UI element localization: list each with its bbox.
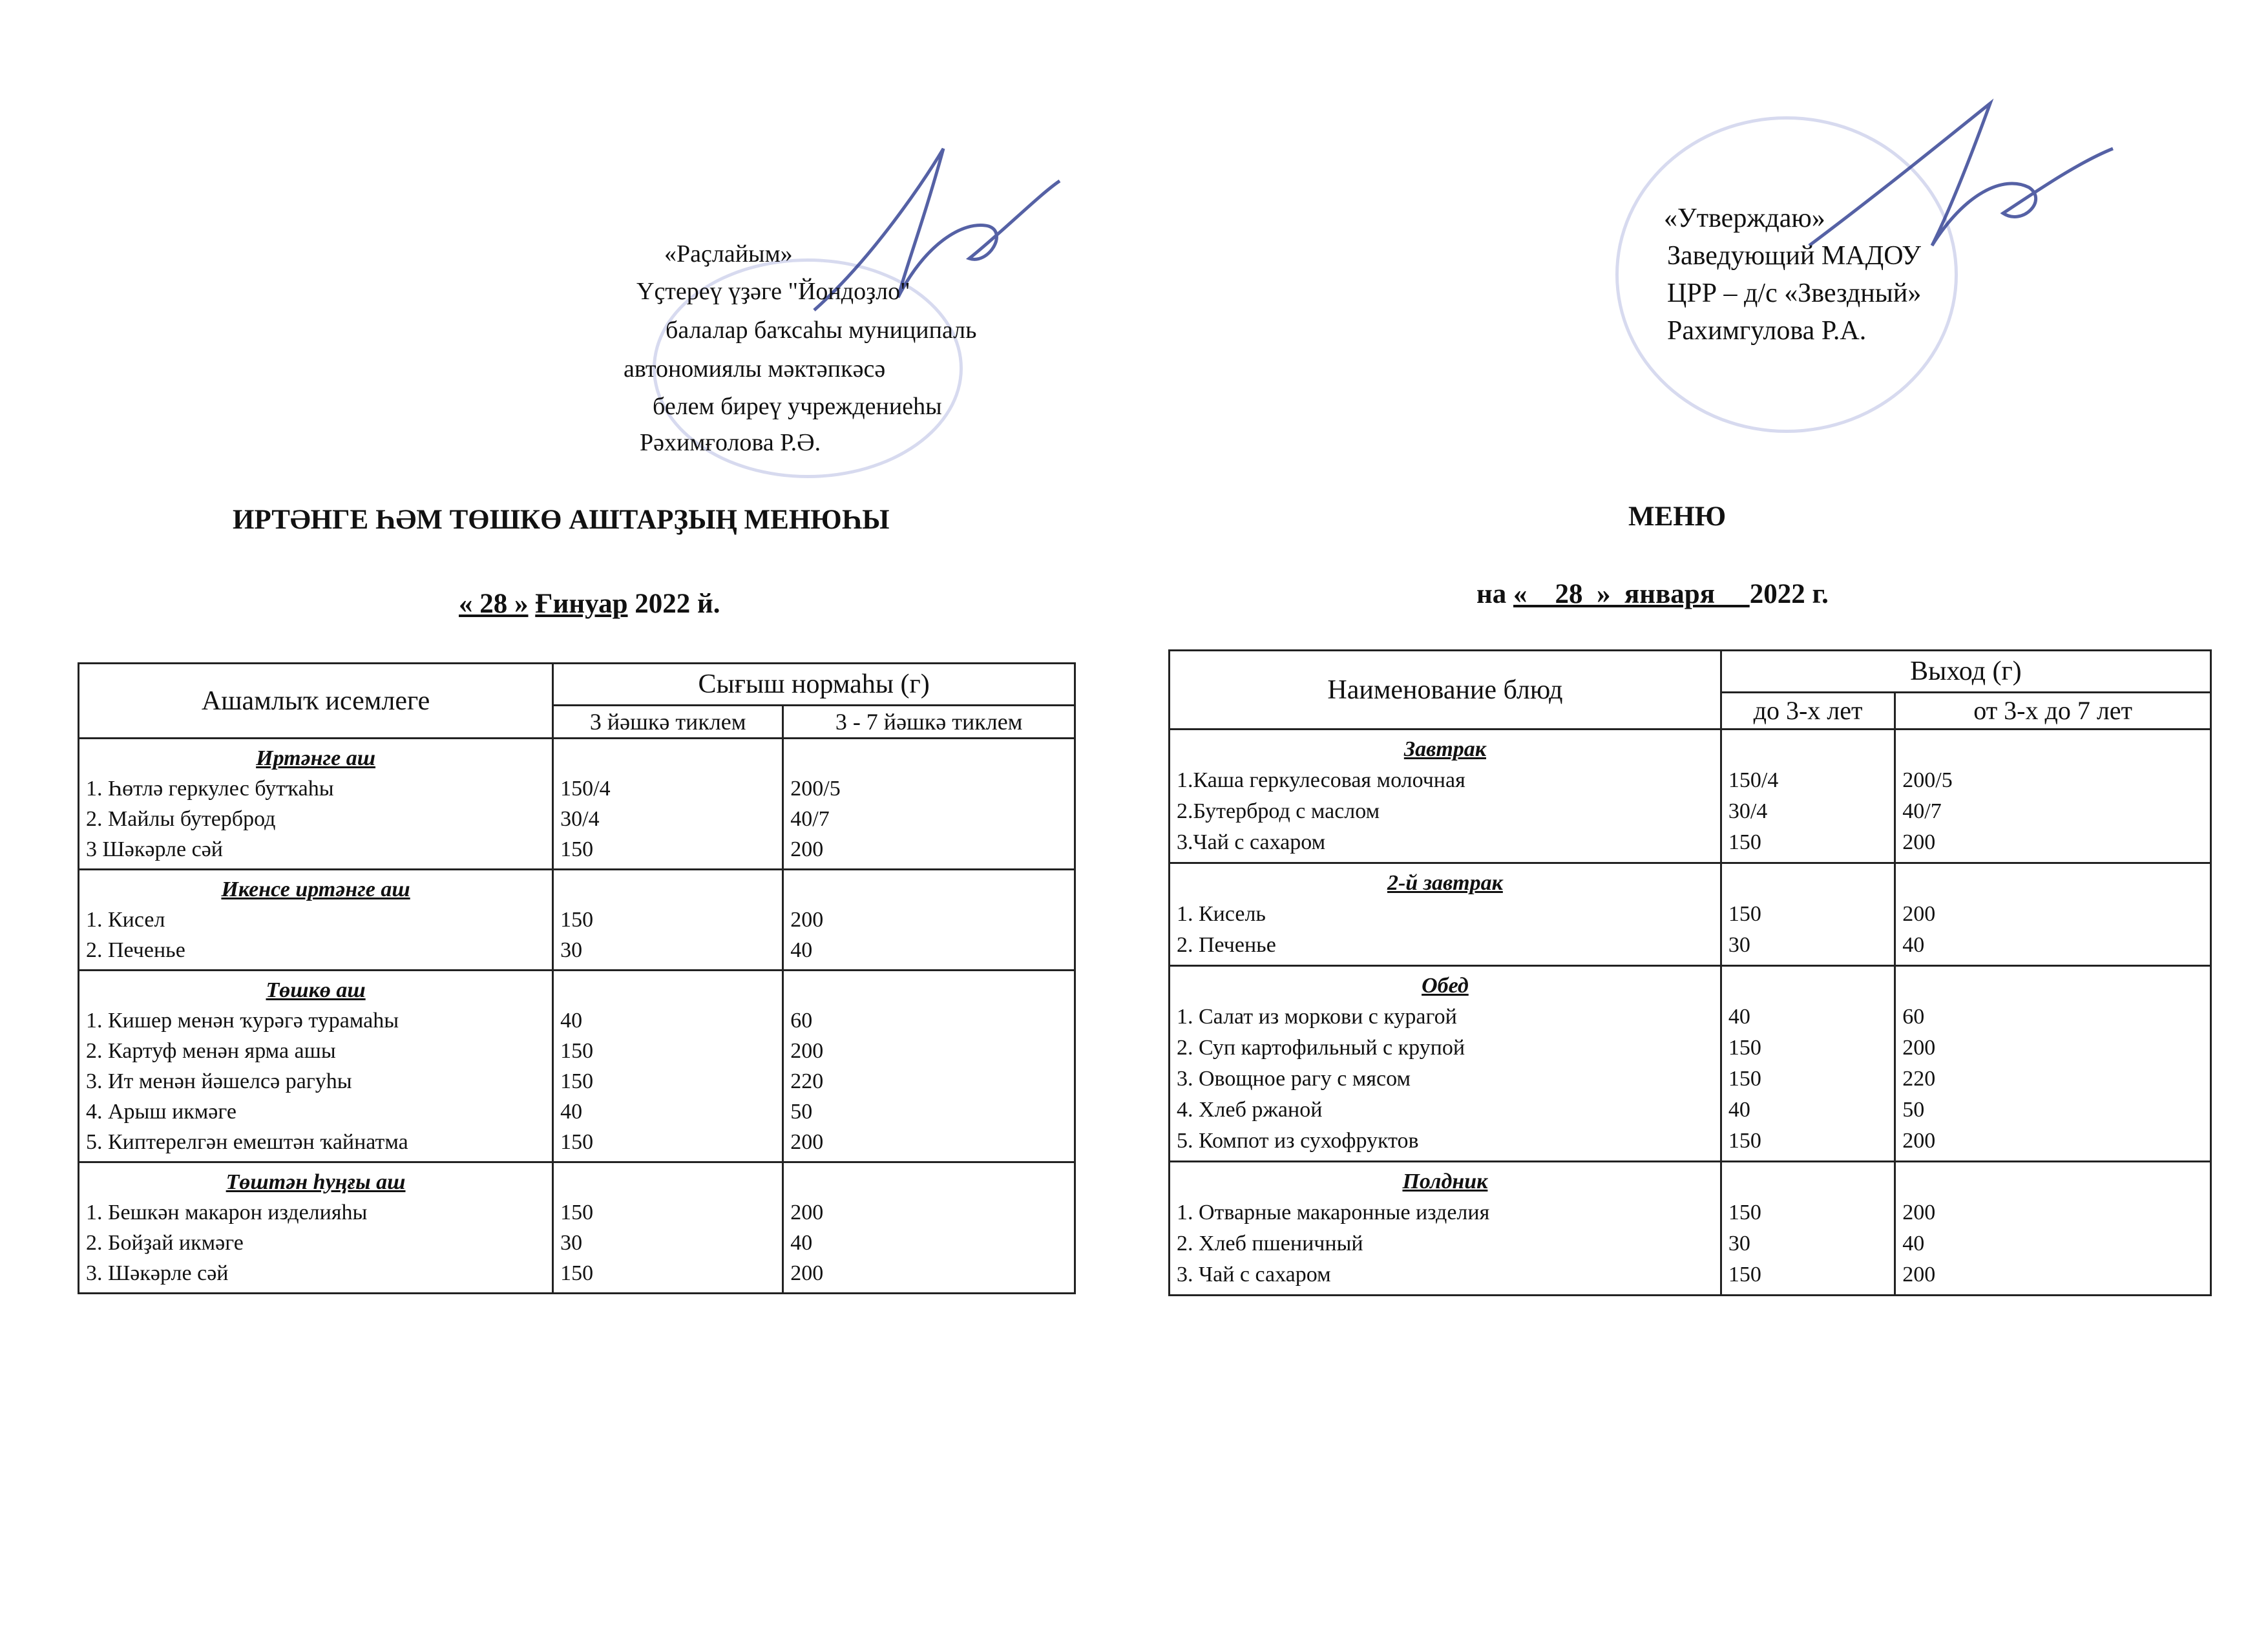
portion-value: 200 bbox=[1902, 1129, 1936, 1153]
portion-cell bbox=[553, 1162, 783, 1294]
dish-name: 1. Кишер менән ҡурәгә турамаһы bbox=[86, 1009, 399, 1033]
portion-value: 150/4 bbox=[560, 777, 611, 801]
portion-value: 150 bbox=[1728, 902, 1761, 926]
portion-value: 150 bbox=[560, 837, 594, 861]
dish-name: 3. Овощное рагу с мясом bbox=[1177, 1067, 1411, 1091]
portion-value: 30 bbox=[560, 938, 583, 962]
dish-name: 4. Хлеб ржаной bbox=[1177, 1098, 1323, 1122]
portion-value: 150 bbox=[560, 1201, 594, 1224]
dish-name: 1.Каша геркулесовая молочная bbox=[1177, 768, 1465, 792]
meal-title: Полдник bbox=[1402, 1170, 1488, 1193]
meal-title: Иртәнге аш bbox=[256, 746, 376, 770]
left-approval-line: балалар баҡсаһы муниципаль bbox=[666, 317, 977, 344]
meal-cell bbox=[1170, 863, 1721, 966]
portion-value: 150 bbox=[560, 1069, 594, 1093]
left-menu-date bbox=[459, 588, 720, 620]
table-row bbox=[79, 971, 1075, 1162]
table-row bbox=[1170, 1162, 2211, 1296]
meal-title: Завтрак bbox=[1403, 737, 1486, 761]
dish-name: 2. Печенье bbox=[1177, 933, 1276, 957]
portion-value: 200 bbox=[1902, 1201, 1936, 1224]
meal-cell bbox=[79, 739, 553, 870]
table-row bbox=[1170, 966, 2211, 1162]
dish-name: 3. Шәкәрле сәй bbox=[86, 1261, 229, 1285]
right-col-age1-header: до 3-х лет bbox=[1721, 693, 1895, 730]
right-date-day-month: « 28 » января bbox=[1513, 579, 1750, 609]
portion-value: 40 bbox=[790, 1231, 813, 1255]
dish-name: 2. Суп картофильный с крупой bbox=[1177, 1036, 1465, 1060]
left-menu-table bbox=[78, 662, 1076, 1294]
right-col-name-header: Наименование блюд bbox=[1170, 651, 1721, 730]
right-date-prefix: на bbox=[1476, 579, 1507, 609]
meal-cell bbox=[1170, 966, 1721, 1162]
right-menu-table bbox=[1168, 649, 2212, 1296]
portion-value: 50 bbox=[1902, 1098, 1925, 1122]
portion-value: 200 bbox=[790, 1039, 824, 1063]
portion-value: 30/4 bbox=[560, 807, 600, 831]
left-date-day: « 28 » bbox=[459, 589, 529, 619]
right-col-output-header: Выход (г) bbox=[1721, 651, 2210, 693]
portion-cell bbox=[1721, 730, 1895, 863]
left-approval-line: белем биреү учреждениеһы bbox=[653, 393, 942, 420]
dish-name: 2. Хлеб пшеничный bbox=[1177, 1232, 1363, 1255]
portion-value: 200 bbox=[790, 908, 824, 932]
table-row bbox=[79, 1162, 1075, 1294]
portion-value: 200 bbox=[1902, 1036, 1936, 1060]
dish-name: 2. Бойҙай икмәге bbox=[86, 1231, 244, 1255]
dish-name: 5. Компот из сухофруктов bbox=[1177, 1129, 1419, 1153]
portion-value: 30 bbox=[1728, 1232, 1750, 1255]
portion-cell bbox=[553, 971, 783, 1162]
portion-cell bbox=[1895, 863, 2211, 966]
portion-value: 30 bbox=[1728, 933, 1750, 957]
table-row bbox=[79, 739, 1075, 870]
right-approval-line: Рахимгулова Р.А. bbox=[1667, 316, 1867, 346]
portion-value: 150 bbox=[1728, 1067, 1761, 1091]
portion-value: 30 bbox=[560, 1231, 583, 1255]
portion-cell bbox=[783, 870, 1075, 971]
dish-name: 1. Отварные макаронные изделия bbox=[1177, 1201, 1490, 1224]
portion-value: 200/5 bbox=[790, 777, 841, 801]
portion-value: 40 bbox=[1728, 1098, 1750, 1122]
portion-value: 40/7 bbox=[1902, 799, 1942, 823]
portion-cell bbox=[783, 739, 1075, 870]
portion-cell bbox=[1721, 966, 1895, 1162]
portion-cell bbox=[1721, 1162, 1895, 1296]
right-approval-line: Заведующий МАДОУ bbox=[1667, 241, 1921, 271]
right-approval-line: «Утверждаю» bbox=[1664, 204, 1825, 233]
meal-title: Обед bbox=[1422, 974, 1469, 998]
left-approval-line: автономиялы мәктәпкәсә bbox=[624, 355, 886, 383]
portion-cell bbox=[553, 739, 783, 870]
portion-value: 150 bbox=[1728, 1263, 1761, 1287]
right-col-age2-header: от 3-х до 7 лет bbox=[1895, 693, 2211, 730]
meal-cell bbox=[1170, 730, 1721, 863]
portion-value: 40 bbox=[1902, 1232, 1925, 1255]
meal-cell bbox=[79, 971, 553, 1162]
portion-value: 40 bbox=[790, 938, 813, 962]
meal-title: Төштән һуңғы аш bbox=[226, 1170, 406, 1194]
portion-value: 150 bbox=[1728, 830, 1761, 854]
portion-value: 200 bbox=[1902, 1263, 1936, 1287]
right-date-year: 2022 г. bbox=[1749, 579, 1829, 609]
portion-value: 200 bbox=[1902, 830, 1936, 854]
meal-title: Төшкө аш bbox=[266, 978, 366, 1002]
dish-name: 3.Чай с сахаром bbox=[1177, 830, 1326, 854]
left-col-name-header: Ашамлыҡ исемлеге bbox=[79, 664, 553, 739]
portion-value: 150/4 bbox=[1728, 768, 1779, 792]
portion-value: 150 bbox=[1728, 1036, 1761, 1060]
portion-value: 40/7 bbox=[790, 807, 830, 831]
portion-value: 200 bbox=[790, 837, 824, 861]
left-menu-title: ИРТӘНГЕ ҺӘМ ТӨШКӨ АШТАРҘЫҢ МЕНЮҺЫ bbox=[233, 505, 890, 535]
portion-value: 200/5 bbox=[1902, 768, 1953, 792]
portion-cell bbox=[1721, 863, 1895, 966]
dish-name: 1. Салат из моркови с курагой bbox=[1177, 1005, 1457, 1029]
portion-value: 150 bbox=[560, 1261, 594, 1285]
right-menu-date bbox=[1476, 578, 1829, 610]
meal-cell bbox=[1170, 1162, 1721, 1296]
portion-cell bbox=[1895, 1162, 2211, 1296]
left-approval-line: «Раҫлайым» bbox=[664, 240, 793, 268]
dish-name: 5. Киптерелгән емештән ҡайнатма bbox=[86, 1130, 408, 1154]
dish-name: 2.Бутерброд с маслом bbox=[1177, 799, 1380, 823]
dish-name: 1. Кисель bbox=[1177, 902, 1266, 926]
portion-value: 40 bbox=[560, 1100, 583, 1124]
left-approval-line: Рәхимғолова Р.Ә. bbox=[640, 429, 821, 456]
table-row bbox=[79, 870, 1075, 971]
portion-value: 40 bbox=[1728, 1005, 1750, 1029]
portion-value: 50 bbox=[790, 1100, 813, 1124]
right-menu-title: МЕНЮ bbox=[1628, 501, 1727, 532]
portion-value: 200 bbox=[790, 1201, 824, 1224]
portion-value: 150 bbox=[1728, 1201, 1761, 1224]
portion-value: 30/4 bbox=[1728, 799, 1768, 823]
portion-value: 150 bbox=[1728, 1129, 1761, 1153]
meal-title: Икенсе иртәнге аш bbox=[221, 877, 410, 901]
left-col-age2-header: 3 - 7 йәшкә тиклем bbox=[783, 706, 1075, 739]
dish-name: 2. Картуф менән ярма ашы bbox=[86, 1039, 336, 1063]
left-date-month: Ғинуар bbox=[535, 589, 628, 619]
portion-value: 200 bbox=[1902, 902, 1936, 926]
portion-value: 150 bbox=[560, 908, 594, 932]
dish-name: 2. Печенье bbox=[86, 938, 185, 962]
portion-value: 60 bbox=[1902, 1005, 1925, 1029]
meal-title: 2-й завтрак bbox=[1387, 871, 1503, 895]
left-date-year: 2022 й. bbox=[635, 589, 720, 619]
portion-value: 200 bbox=[790, 1130, 824, 1154]
portion-value: 220 bbox=[790, 1069, 824, 1093]
portion-value: 40 bbox=[560, 1009, 583, 1033]
portion-value: 200 bbox=[790, 1261, 824, 1285]
dish-name: 2. Майлы бутерброд bbox=[86, 807, 276, 831]
right-approval-line: ЦРР – д/с «Звездный» bbox=[1667, 278, 1922, 308]
left-col-age1-header: 3 йәшкә тиклем bbox=[553, 706, 783, 739]
signature-left bbox=[795, 142, 1066, 336]
dish-name: 4. Арыш икмәге bbox=[86, 1100, 236, 1124]
portion-cell bbox=[1895, 730, 2211, 863]
table-row bbox=[1170, 863, 2211, 966]
meal-cell bbox=[79, 870, 553, 971]
portion-value: 60 bbox=[790, 1009, 813, 1033]
portion-value: 40 bbox=[1902, 933, 1925, 957]
portion-value: 150 bbox=[560, 1039, 594, 1063]
dish-name: 3. Чай с сахаром bbox=[1177, 1263, 1331, 1287]
portion-cell bbox=[553, 870, 783, 971]
portion-value: 150 bbox=[560, 1130, 594, 1154]
portion-value: 220 bbox=[1902, 1067, 1936, 1091]
dish-name: 3 Шәкәрле сәй bbox=[86, 837, 223, 861]
portion-cell bbox=[783, 1162, 1075, 1294]
meal-cell bbox=[79, 1162, 553, 1294]
dish-name: 1. Бешкән макарон изделияһы bbox=[86, 1201, 368, 1224]
dish-name: 1. Һөтлә геркулес бутҡаһы bbox=[86, 777, 334, 801]
left-col-output-header: Сығыш нормаһы (г) bbox=[553, 664, 1075, 706]
table-row bbox=[1170, 730, 2211, 863]
dish-name: 1. Кисел bbox=[86, 908, 165, 932]
portion-cell bbox=[783, 971, 1075, 1162]
left-approval-line: Үҫтереү үҙәге "Йондоҙло" bbox=[636, 278, 910, 305]
dish-name: 3. Ит менән йәшелсә рагуһы bbox=[86, 1069, 352, 1093]
portion-cell bbox=[1895, 966, 2211, 1162]
